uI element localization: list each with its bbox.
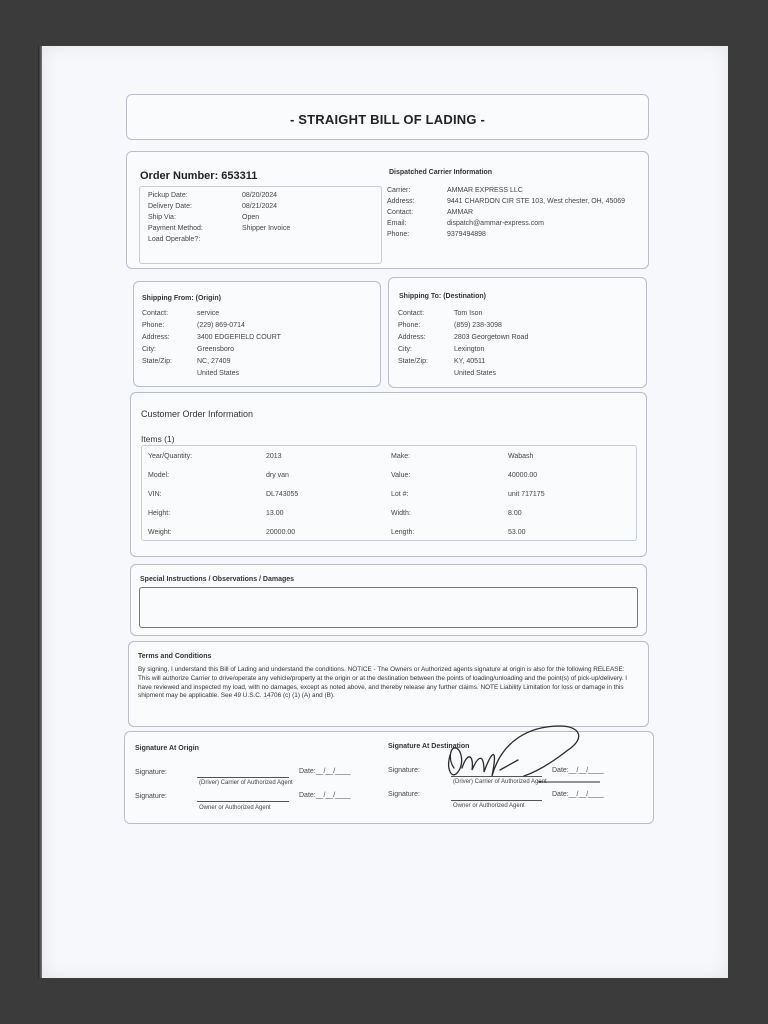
item-field-label: Model:: [148, 472, 170, 479]
item-field-value: 13.00: [266, 510, 284, 517]
item-field-label: Height:: [148, 510, 171, 517]
origin-field-value: (229) 869-0714: [197, 322, 245, 329]
destination-signature-label-2: Signature:: [388, 791, 420, 798]
item-field-label: Length:: [391, 529, 415, 536]
origin-field-value: Greensboro: [197, 346, 234, 353]
destination-signature-heading: Signature At Destination: [388, 743, 470, 750]
order-field-value: Open: [242, 214, 260, 221]
carrier-heading: Dispatched Carrier Information: [389, 169, 493, 176]
destination-field-label: Phone:: [398, 322, 421, 329]
item-field-label: Value:: [391, 472, 411, 479]
carrier-field-label: Phone:: [387, 231, 410, 238]
origin-field-label: City:: [142, 346, 156, 353]
item-field-label: Weight:: [148, 529, 172, 536]
special-instructions-heading: Special Instructions / Observations / Damages: [140, 576, 295, 583]
destination-field-label: State/Zip:: [398, 358, 428, 365]
destination-field-label: City:: [398, 346, 412, 353]
origin-field-value: United States: [197, 370, 240, 377]
order-field-label: Load Operable?:: [148, 236, 201, 243]
carrier-field-value: dispatch@ammar-express.com: [447, 220, 544, 227]
special-instructions-field[interactable]: [139, 587, 638, 628]
item-field-value: 20000.00: [266, 529, 296, 536]
destination-signature-label-1: Signature:: [388, 767, 420, 774]
destination-field-value: Tom Ison: [454, 310, 483, 317]
customer-order-section: [130, 392, 647, 557]
customer-order-heading: Customer Order Information: [141, 409, 254, 419]
item-field-label: Lot #:: [391, 491, 409, 498]
origin-heading: Shipping From: (Origin): [142, 295, 221, 302]
title-box: [126, 94, 649, 140]
order-field-value: Shipper Invoice: [242, 225, 291, 232]
origin-field-value: service: [197, 310, 220, 317]
carrier-field-value: AMMAR EXPRESS LLC: [447, 187, 523, 194]
terms-section: [128, 641, 649, 727]
order-field-value: 08/21/2024: [242, 203, 278, 210]
origin-signature-line-1[interactable]: [197, 777, 289, 778]
destination-field-value: KY, 40511: [454, 358, 486, 365]
carrier-field-label: Email:: [387, 220, 407, 227]
terms-body: By signing, I understand this Bill of Lading and understand the conditions. NOTICE - The Owners or Authorized agents signature at origin is also for the following RELEASE: This will authorize Carrier to drive/operate any vehicle/property at the origin or at the destination between the points of loading/unloading and the point(s) of pick-up/delivery. I have reviewed and inspected my load, with no damages, except as noted above, and thereby release any further claims. NOTE Liability Limitation for loss or damage in this shipment may be applicable. See 49 U.S.C. 14706 (c) (1) (A) and (B).: [138, 666, 628, 700]
origin-field-label: State/Zip:: [142, 358, 172, 365]
origin-field-label: Contact:: [142, 310, 169, 317]
item-field-value: DL743055: [266, 491, 299, 498]
origin-signature-line-2[interactable]: [197, 801, 289, 802]
special-instructions-section: [130, 564, 647, 636]
order-field-label: Pickup Date:: [148, 192, 188, 199]
origin-date-1[interactable]: Date:__/__/____: [299, 768, 351, 775]
document-title: - STRAIGHT BILL OF LADING -: [289, 112, 486, 127]
destination-caption-2: Owner or Authorized Agent: [453, 803, 525, 809]
destination-date-2[interactable]: Date:__/__/____: [552, 791, 604, 798]
origin-signature-heading: Signature At Origin: [135, 745, 199, 752]
item-field-value: 2013: [266, 453, 282, 460]
items-count: Items (1): [141, 434, 175, 444]
origin-signature-label-1: Signature:: [135, 769, 167, 776]
item-field-label: Width:: [391, 510, 411, 517]
order-field-label: Delivery Date:: [148, 203, 192, 210]
origin-caption-2: Owner or Authorized Agent: [199, 805, 271, 811]
origin-field-label: Address:: [142, 334, 170, 341]
origin-date-2[interactable]: Date:__/__/____: [299, 792, 351, 799]
origin-field-label: Phone:: [142, 322, 165, 329]
terms-heading: Terms and Conditions: [138, 653, 212, 660]
destination-field-label: Address:: [398, 334, 426, 341]
origin-field-value: NC, 27409: [197, 358, 231, 365]
item-field-value: Wabash: [508, 453, 534, 460]
items-table: [141, 445, 637, 541]
item-field-value: 53.00: [508, 529, 526, 536]
origin-caption-1: (Driver) Carrier of Authorized Agent: [199, 780, 293, 786]
order-field-label: Ship Via:: [148, 214, 176, 221]
destination-date-1[interactable]: Date:__/__/____: [552, 767, 604, 774]
item-field-value: unit 717175: [508, 491, 545, 498]
destination-field-value: 2803 Georgetown Road: [454, 334, 529, 341]
carrier-field-value: 9379494898: [447, 231, 486, 238]
destination-signature-line-2[interactable]: [451, 800, 542, 801]
destination-field-value: (859) 238-3098: [454, 322, 502, 329]
destination-heading: Shipping To: (Destination): [399, 293, 486, 300]
origin-field-value: 3400 EDGEFIELD COURT: [197, 334, 281, 341]
destination-field-value: United States: [454, 370, 497, 377]
origin-signature-label-2: Signature:: [135, 793, 167, 800]
item-field-label: Year/Quantity:: [148, 453, 193, 460]
item-field-label: Make:: [391, 453, 411, 460]
item-field-value: 40000.00: [508, 472, 538, 479]
destination-caption-1: (Driver) Carrier of Authorized Agent: [453, 779, 547, 785]
destination-field-value: Lexington: [454, 346, 485, 353]
item-field-value: dry van: [266, 472, 289, 479]
carrier-field-label: Carrier:: [387, 187, 411, 194]
order-field-label: Payment Method:: [148, 225, 203, 232]
item-field-label: VIN:: [148, 491, 162, 498]
carrier-field-label: Address:: [387, 198, 415, 205]
order-field-value: 08/20/2024: [242, 192, 278, 199]
carrier-field-value: AMMAR: [447, 209, 474, 216]
destination-section: [388, 277, 647, 388]
handwritten-signature: [440, 720, 630, 790]
carrier-field-value: 9441 CHARDON CIR STE 103, West chester, OH, 45069: [447, 198, 626, 205]
item-field-value: 8.00: [508, 510, 522, 517]
destination-field-label: Contact:: [398, 310, 425, 317]
order-number: Order Number: 653311: [140, 170, 258, 182]
carrier-field-label: Contact:: [387, 209, 414, 216]
